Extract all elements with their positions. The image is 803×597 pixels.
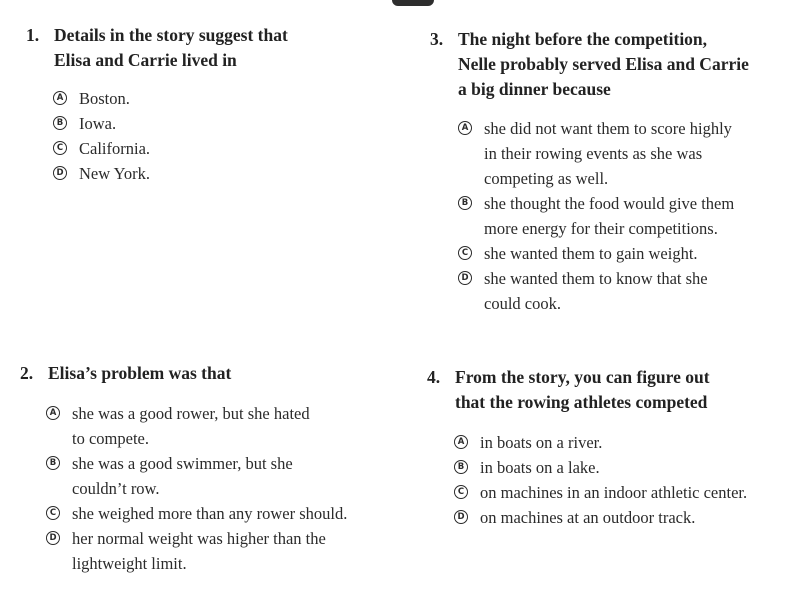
option-text: on machines at an outdoor track. (480, 508, 696, 527)
answer-option-b[interactable] (461, 191, 749, 241)
answer-bubble-c[interactable]: C (458, 246, 472, 260)
option-text: to compete. (72, 429, 149, 448)
stem-line: that the rowing athletes competed (455, 392, 708, 412)
answer-bubble-b[interactable]: B (454, 460, 468, 474)
stem-line: Nelle probably served Elisa and Carrie (458, 54, 749, 74)
option-text: New York. (79, 164, 151, 183)
stem-line: Elisa and Carrie lived in (54, 50, 237, 70)
question-number: 1. (26, 25, 40, 45)
answer-option-d[interactable] (56, 161, 288, 186)
question-number: 3. (430, 29, 444, 49)
question-stem (427, 365, 747, 415)
answer-option-d[interactable] (457, 505, 747, 530)
option-text: her normal weight was higher than the (72, 529, 326, 548)
answer-option-b[interactable] (49, 451, 347, 501)
option-text: could cook. (484, 294, 561, 313)
question-stem (430, 27, 749, 102)
answer-option-d[interactable] (49, 526, 347, 576)
answer-option-b[interactable] (457, 455, 747, 480)
answer-options (457, 430, 748, 530)
option-text: Boston. (79, 89, 130, 108)
option-text: in boats on a river. (480, 433, 603, 452)
question-stem (26, 23, 288, 73)
answer-option-c[interactable] (461, 241, 749, 266)
question-1 (26, 23, 288, 186)
question-4 (427, 365, 748, 530)
answer-bubble-c[interactable]: C (454, 485, 468, 499)
option-text: couldn’t row. (72, 479, 160, 498)
answer-option-c[interactable] (56, 136, 288, 161)
question-stem (20, 361, 347, 386)
question-number: 2. (20, 363, 34, 383)
answer-option-a[interactable] (461, 116, 749, 191)
option-text: California. (79, 139, 151, 158)
stem-line: Details in the story suggest that (54, 25, 288, 45)
option-text: she did not want them to score highly (484, 119, 732, 138)
question-2 (20, 361, 348, 576)
stem-line: The night before the competition, (458, 29, 708, 49)
answer-bubble-a[interactable]: A (458, 121, 472, 135)
option-text: competing as well. (484, 169, 609, 188)
option-text: more energy for their competitions. (484, 219, 718, 238)
answer-bubble-d[interactable]: D (46, 531, 60, 545)
stem-line: a big dinner because (458, 79, 611, 99)
answer-bubble-c[interactable]: C (53, 141, 67, 155)
option-text: Iowa. (79, 114, 117, 133)
answer-options (56, 86, 288, 186)
option-text: in their rowing events as she was (484, 144, 703, 163)
option-text: she weighed more than any rower should. (72, 504, 348, 523)
answer-option-a[interactable] (457, 430, 747, 455)
answer-option-c[interactable] (457, 480, 748, 505)
option-text: lightweight limit. (72, 554, 187, 573)
question-3 (430, 27, 749, 316)
answer-bubble-b[interactable]: B (53, 116, 67, 130)
answer-bubble-c[interactable]: C (46, 506, 60, 520)
answer-bubble-b[interactable]: B (458, 196, 472, 210)
answer-bubble-a[interactable]: A (46, 406, 60, 420)
answer-bubble-d[interactable]: D (53, 166, 67, 180)
option-text: she was a good swimmer, but she (72, 454, 293, 473)
answer-bubble-a[interactable]: A (53, 91, 67, 105)
answer-bubble-a[interactable]: A (454, 435, 468, 449)
answer-bubble-d[interactable]: D (458, 271, 472, 285)
answer-options (49, 401, 348, 576)
option-text: she wanted them to gain weight. (484, 244, 698, 263)
stem-line: From the story, you can figure out (455, 367, 710, 387)
option-text: in boats on a lake. (480, 458, 600, 477)
answer-bubble-b[interactable]: B (46, 456, 60, 470)
question-number: 4. (427, 367, 441, 387)
answer-option-a[interactable] (49, 401, 347, 451)
answer-option-d[interactable] (461, 266, 749, 316)
page-top-tab-mark (392, 0, 434, 6)
answer-option-a[interactable] (56, 86, 288, 111)
answer-option-c[interactable] (49, 501, 348, 526)
answer-options (461, 116, 749, 316)
option-text: she wanted them to know that she (484, 269, 708, 288)
stem-line: Elisa’s problem was that (48, 363, 232, 383)
option-text: on machines in an indoor athletic center. (480, 483, 748, 502)
answer-bubble-d[interactable]: D (454, 510, 468, 524)
option-text: she was a good rower, but she hated (72, 404, 310, 423)
answer-option-b[interactable] (56, 111, 288, 136)
option-text: she thought the food would give them (484, 194, 735, 213)
